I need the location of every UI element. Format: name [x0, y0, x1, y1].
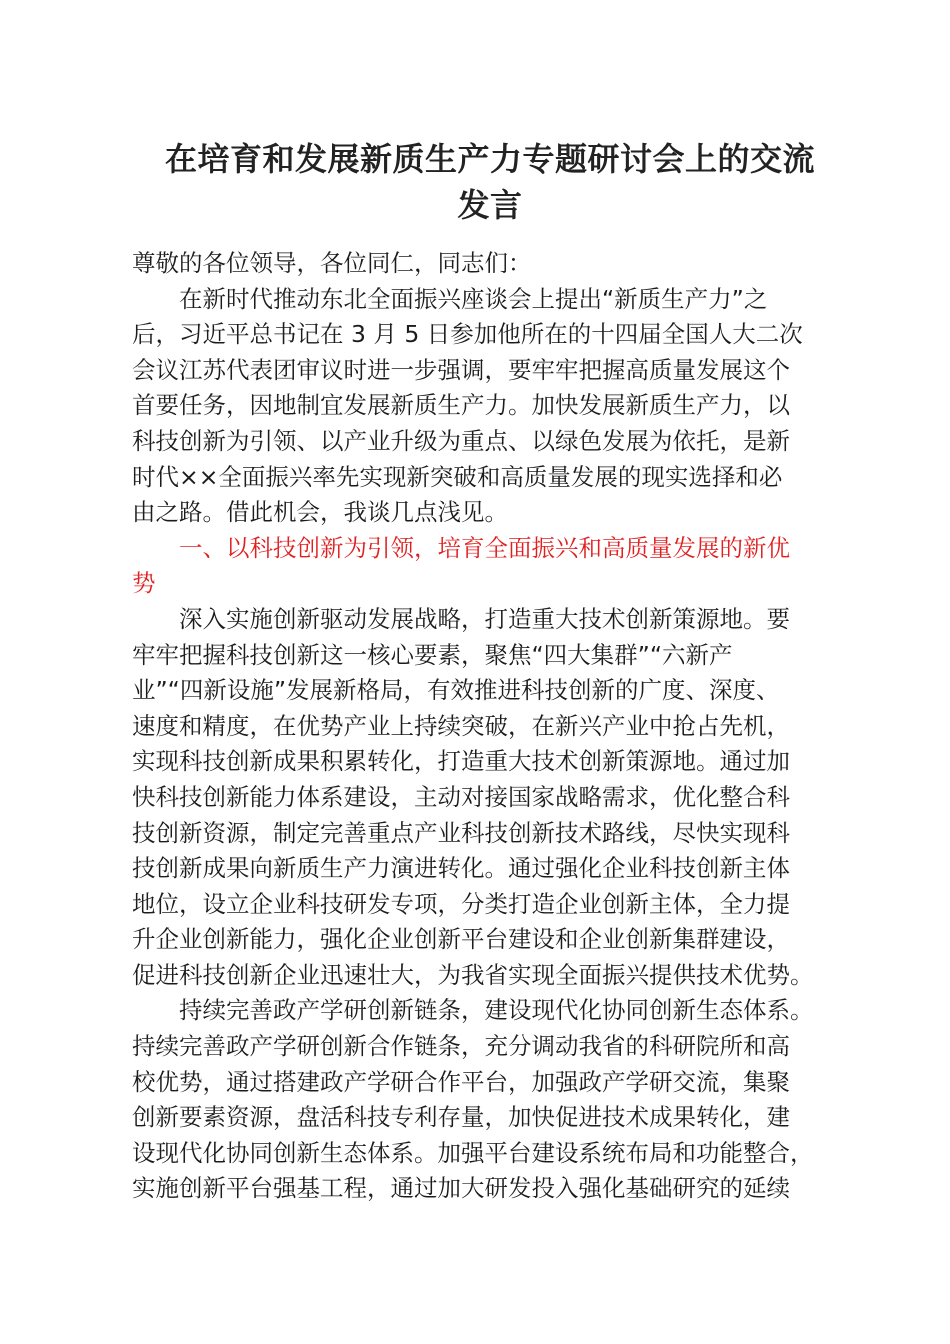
title-line-2: 发言	[457, 186, 523, 224]
paragraph-line: 技创新成果向新质生产力演进转化。通过强化企业科技创新主体	[132, 854, 790, 883]
paragraph-line: 速度和精度，在优势产业上持续突破，在新兴产业中抢占先机，	[132, 711, 790, 740]
paragraph-line: 技创新资源，制定完善重点产业科技创新技术路线，尽快实现科	[132, 818, 790, 847]
paragraph-line: 深入实施创新驱动发展战略，打造重大技术创新策源地。要	[179, 604, 790, 633]
section-heading-1	[132, 531, 872, 602]
paragraph-1	[132, 602, 872, 994]
paragraph-line: 持续完善政产学研创新链条，建设现代化协同创新生态体系。	[179, 996, 814, 1025]
document-body	[132, 246, 872, 1207]
paragraph-line: 业”“四新设施”发展新格局，有效推进科技创新的广度、深度、	[132, 676, 780, 705]
intro-paragraph	[132, 282, 872, 531]
section-heading-line: 一、以科技创新为引领，培育全面振兴和高质量发展的新优	[179, 533, 790, 562]
intro-line: 科技创新为引领、以产业升级为重点、以绿色发展为依托，是新	[132, 426, 790, 455]
intro-line: 后，习近平总书记在 3 月 5 日参加他所在的十四届全国人大二次	[132, 320, 803, 349]
section-heading-line: 势	[132, 569, 156, 598]
intro-line: 在新时代推动东北全面振兴座谈会上提出“新质生产力”之	[179, 284, 768, 313]
paragraph-line: 设现代化协同创新生态体系。加强平台建设系统布局和功能整合，	[132, 1138, 814, 1167]
paragraph-line: 促进科技创新企业迅速壮大，为我省实现全面振兴提供技术优势。	[132, 960, 814, 989]
intro-line: 时代××全面振兴率先实现新突破和高质量发展的现实选择和必	[132, 462, 783, 491]
document-title	[120, 136, 860, 228]
intro-line: 会议江苏代表团审议时进一步强调，要牢牢把握高质量发展这个	[132, 355, 790, 384]
paragraph-line: 快科技创新能力体系建设，主动对接国家战略需求，优化整合科	[132, 782, 790, 811]
paragraph-line: 校优势，通过搭建政产学研合作平台，加强政产学研交流，集聚	[132, 1067, 790, 1096]
intro-line: 由之路。借此机会，我谈几点浅见。	[132, 498, 508, 527]
paragraph-line: 地位，设立企业科技研发专项，分类打造企业创新主体，全力提	[132, 889, 790, 918]
salutation: 尊敬的各位领导，各位同仁，同志们：	[132, 249, 532, 277]
paragraph-line: 牢牢把握科技创新这一核心要素，聚焦“四大集群”“六新产	[132, 640, 733, 669]
paragraph-line: 持续完善政产学研创新合作链条，充分调动我省的科研院所和高	[132, 1032, 790, 1061]
paragraph-line: 实施创新平台强基工程，通过加大研发投入强化基础研究的延续	[132, 1174, 790, 1203]
paragraph-2	[132, 993, 872, 1207]
paragraph-line: 创新要素资源，盘活科技专利存量，加快促进技术成果转化，建	[132, 1103, 790, 1132]
title-line-1: 在培育和发展新质生产力专题研讨会上的交流	[164, 140, 815, 178]
paragraph-line: 升企业创新能力，强化企业创新平台建设和企业创新集群建设，	[132, 925, 790, 954]
paragraph-line: 实现科技创新成果积累转化，打造重大技术创新策源地。通过加	[132, 747, 790, 776]
intro-line: 首要任务，因地制宜发展新质生产力。加快发展新质生产力，以	[132, 391, 790, 420]
